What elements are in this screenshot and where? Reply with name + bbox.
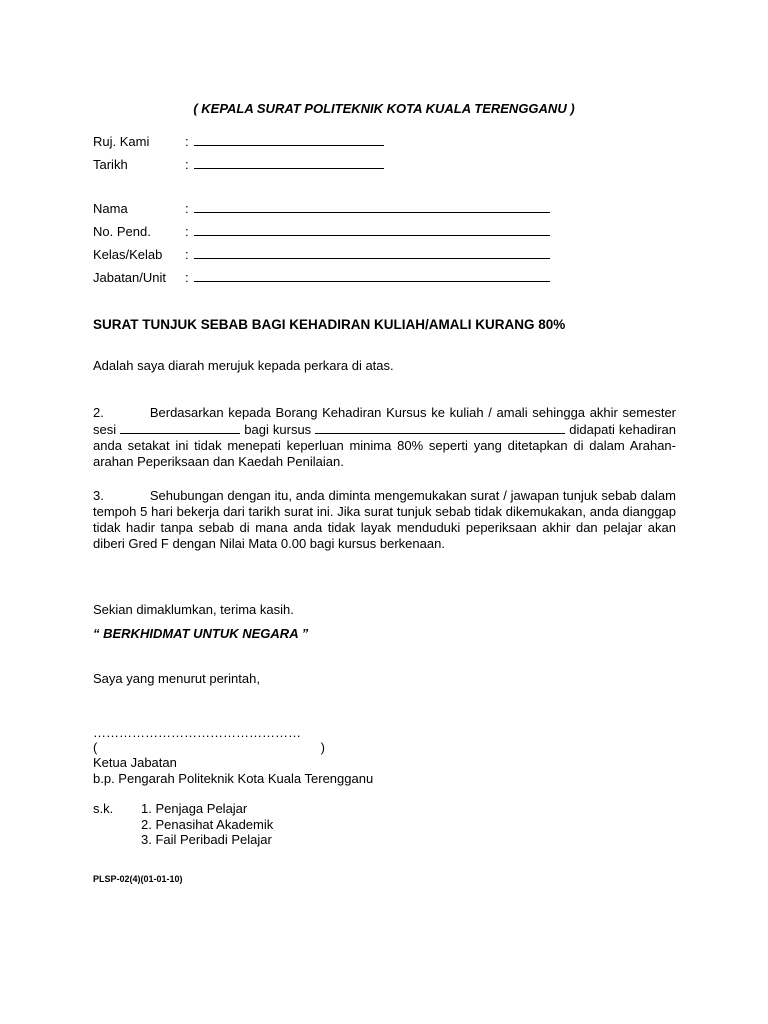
- ref-field-ruj-kami: [93, 132, 384, 150]
- paragraph-number: 3.: [93, 488, 104, 503]
- form-code: PLSP-02(4)(01-01-10): [93, 874, 183, 884]
- signatory-on-behalf: b.p. Pengarah Politeknik Kota Kuala Terengganu: [93, 771, 374, 786]
- letter-heading: SURAT TUNJUK SEBAB BAGI KEHADIRAN KULIAH/AMALI KURANG 80%: [93, 317, 566, 332]
- kelas-input-line[interactable]: [194, 245, 550, 259]
- field-label: Tarikh: [93, 157, 128, 172]
- field-colon: :: [185, 270, 189, 285]
- semester-blank[interactable]: [120, 421, 240, 434]
- field-colon: :: [185, 201, 189, 216]
- tarikh-input-line[interactable]: [194, 155, 384, 169]
- cc-row-3: [93, 832, 272, 848]
- bracket-close: ): [320, 740, 325, 755]
- cc-item: 3. Fail Peribadi Pelajar: [141, 832, 272, 847]
- bracket-open: (: [93, 740, 98, 755]
- ref-field-tarikh: [93, 155, 384, 173]
- closing-line: Sekian dimaklumkan, terima kasih.: [93, 602, 294, 617]
- paragraph-2-text-a: Berdasarkan kepada Borang Kehadiran Kursus ke kuliah / amali sehingga akhir semester sesi: [93, 405, 676, 437]
- student-field-jabatan: [93, 268, 550, 286]
- paragraph-2-text-c: didapati kehadiran anda setakat ini tidak menepati keperluan minima 80% seperti yang ditetapkan di dalam Arahan-arahan Peperiksaan dan Kaedah Penilaian.: [93, 422, 676, 469]
- letterhead-title: ( KEPALA SURAT POLITEKNIK KOTA KUALA TERENGGANU ): [193, 101, 575, 116]
- no-pend-input-line[interactable]: [194, 222, 550, 236]
- field-label: Ruj. Kami: [93, 134, 150, 149]
- cc-row-1: [93, 801, 247, 817]
- intro-paragraph: Adalah saya diarah merujuk kepada perkara di atas.: [93, 358, 394, 373]
- signatory-position: Ketua Jabatan: [93, 755, 177, 770]
- field-colon: :: [185, 134, 189, 149]
- field-colon: :: [185, 224, 189, 239]
- nama-input-line[interactable]: [194, 199, 550, 213]
- cc-row-2: [93, 817, 273, 833]
- paragraph-2: [93, 405, 676, 470]
- field-label: Kelas/Kelab: [93, 247, 163, 262]
- field-colon: :: [185, 157, 189, 172]
- student-field-nama: [93, 199, 550, 217]
- course-blank[interactable]: [315, 421, 565, 434]
- paragraph-3-text: Sehubungan dengan itu, anda diminta mengemukakan surat / jawapan tunjuk sebab dalam tempoh 5 hari bekerja dari tarikh surat ini. Jika surat tunjuk sebab tidak dikemukakan, anda dianggap tidak hadir tanpa sebab di mana anda tidak layak menduduki peperiksaan akhir dan pelajar akan diberi Gred F dengan Nilai Mata 0.00 bagi kursus berkenaan.: [93, 488, 676, 551]
- signature-line: …………………………………………: [93, 725, 301, 740]
- cc-label: s.k.: [93, 801, 114, 816]
- cc-item: 1. Penjaga Pelajar: [141, 801, 248, 816]
- motto: “ BERKHIDMAT UNTUK NEGARA ”: [93, 626, 309, 641]
- student-field-no-pend: [93, 222, 550, 240]
- signoff-line: Saya yang menurut perintah,: [93, 671, 260, 686]
- signatory-name-brackets: [93, 740, 325, 756]
- ruj-kami-input-line[interactable]: [194, 132, 384, 146]
- cc-item: 2. Penasihat Akademik: [141, 817, 274, 832]
- paragraph-3: [93, 488, 676, 552]
- student-field-kelas: [93, 245, 550, 263]
- jabatan-input-line[interactable]: [194, 268, 550, 282]
- paragraph-number: 2.: [93, 405, 104, 420]
- field-label: Nama: [93, 201, 128, 216]
- field-label: No. Pend.: [93, 224, 151, 239]
- field-colon: :: [185, 247, 189, 262]
- paragraph-2-text-b: bagi kursus: [244, 422, 312, 437]
- field-label: Jabatan/Unit: [93, 270, 166, 285]
